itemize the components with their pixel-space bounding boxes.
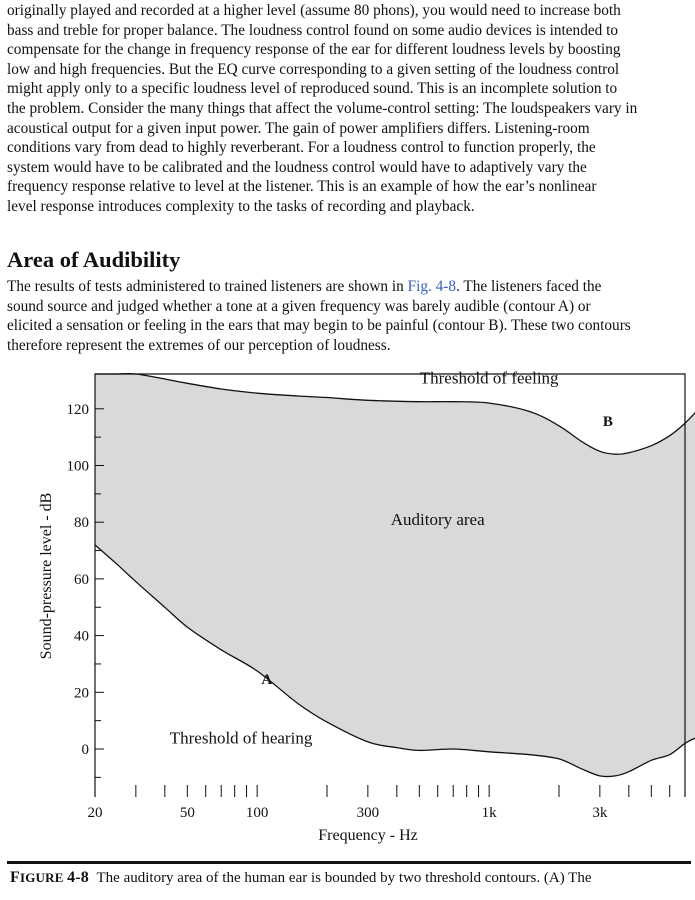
caption-rule xyxy=(7,861,691,864)
annotation-label-b: B xyxy=(602,413,613,430)
y-tick-label: 60 xyxy=(74,571,89,588)
annotation-threshold-of-feeling: Threshold of feeling xyxy=(419,368,559,388)
figure-4-8 xyxy=(0,362,695,852)
x-tick-label: 100 xyxy=(245,805,269,821)
x-axis-label: Frequency - Hz xyxy=(318,827,418,844)
y-tick-label: 100 xyxy=(66,458,89,475)
x-tick-label: 3k xyxy=(592,805,608,821)
body-paragraph-audibility xyxy=(7,277,691,355)
section-heading: Area of Audibility xyxy=(7,247,181,272)
annotation-label-a: A xyxy=(261,671,273,688)
y-tick-label: 40 xyxy=(74,628,89,645)
y-tick-label: 80 xyxy=(74,515,89,532)
figure-reference-link[interactable]: Fig. 4-8 xyxy=(407,278,457,295)
annotation-auditory-area: Auditory area xyxy=(390,510,485,530)
caption-label: FIGURE 4-8 xyxy=(10,869,89,886)
y-tick-label: 120 xyxy=(66,401,89,418)
caption-text: The auditory area of the human ear is bounded by two threshold contours. (A) The xyxy=(96,870,592,886)
x-tick-label: 300 xyxy=(356,805,380,821)
x-tick-label: 1k xyxy=(481,805,497,821)
auditory-area-chart xyxy=(0,362,695,852)
paragraph-text-after: . The listeners faced the sound source and judged whether a tone at a given frequency was barely audible (contour A) or elicited a sensation or feeling in the ears that may begin to be painful (contour B). These two contours therefore represent the extremes of our perception of loudness. xyxy=(7,278,631,354)
x-tick-label: 20 xyxy=(87,805,103,821)
body-paragraph-loudness: originally played and recorded at a higher level (assume 80 phons), you would need to increase both bass and treble for proper balance. The loudness control found on some audio devices is intended to compensate for the change in frequency response of the ear for different loudness levels by boosting low and high frequencies. But the EQ curve corresponding to a given setting of the loudness control might apply only to a specific loudness level of reproduced sound. This is an incomplete solution to the problem. Consider the many things that affect the volume-control setting: The loudspeakers vary in acoustical output for a given input power. The gain of power amplifiers differs. Listening-room conditions vary from dead to highly reverberant. For a loudness control to function properly, the system would have to be calibrated and the loudness control would have to adaptively vary the frequency response relative to level at the listener. This is an example of how the ear’s nonlinear level response introduces complexity to the tasks of recording and playback. xyxy=(7,2,638,215)
y-tick-label: 20 xyxy=(74,685,89,702)
figure-caption xyxy=(10,868,592,888)
y-tick-label: 0 xyxy=(81,742,89,758)
x-tick-label: 50 xyxy=(179,805,195,821)
y-axis-label: Sound-pressure level - dB xyxy=(38,492,55,660)
annotation-threshold-of-hearing: Threshold of hearing xyxy=(169,728,313,748)
paragraph-text-before: The results of tests administered to trained listeners are shown in xyxy=(7,278,408,295)
